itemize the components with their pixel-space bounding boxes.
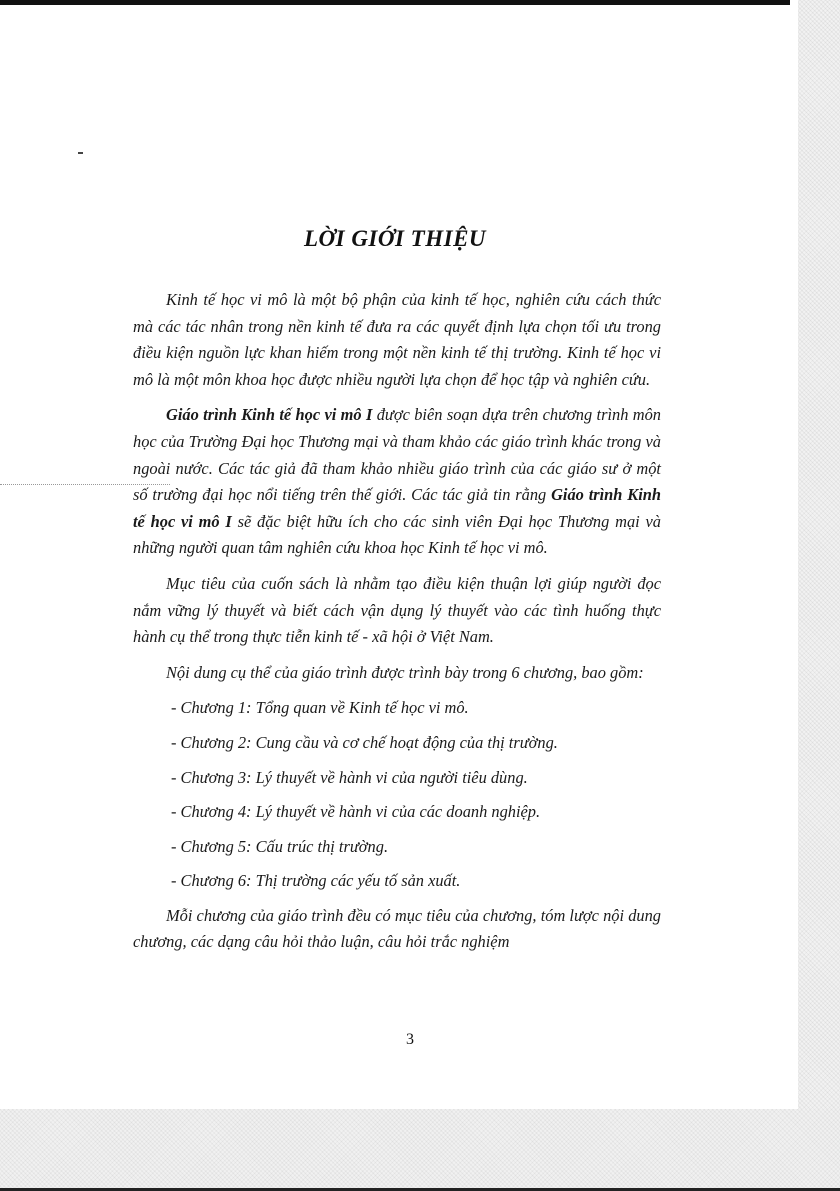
scan-speck xyxy=(78,152,83,154)
chapter-item: - Chương 5: Cấu trúc thị trường. xyxy=(171,836,389,856)
paragraph-structure: Mỗi chương của giáo trình đều có mục tiêu của chương, tóm lược nội dung chương, các dạng câu hỏi thảo luận, câu hỏi trắc nghiệm xyxy=(133,905,661,952)
page-title: LỜI GIỚI THIỆU xyxy=(303,226,487,251)
chapter-item: - Chương 1: Tổng quan về Kinh tế học vi mô. xyxy=(171,698,469,718)
chapter-item: - Chương 6: Thị trường các yếu tố sản xuất. xyxy=(171,871,461,891)
document-body xyxy=(133,287,661,965)
scan-top-border xyxy=(0,0,790,5)
paragraph-intro: Kinh tế học vi mô là một bộ phận của kinh tế học, nghiên cứu cách thức mà các tác nhân trong nền kinh tế đưa ra các quyết định lựa chọn tối ưu trong điều kiện nguồn lực khan hiếm trong một nền kinh tế thị trường. Kinh tế học vi mô là một môn khoa học được nhiều người lựa chọn để học tập và nghiên cứu. xyxy=(133,290,661,389)
page-number: 3 xyxy=(406,1031,414,1048)
paragraph-goal: Mục tiêu của cuốn sách là nhằm tạo điều kiện thuận lợi giúp người đọc nắm vững lý thuyết và biết cách vận dụng lý thuyết vào các tình huống thực hành cụ thể trong thực tiễn kinh tế - xã hội ở Việt Nam. xyxy=(133,573,661,647)
chapter-item: - Chương 2: Cung cầu và cơ chế hoạt động của thị trường. xyxy=(171,732,558,752)
paragraph-content: Nội dung cụ thể của giáo trình được trình bày trong 6 chương, bao gồm: xyxy=(166,662,644,682)
scan-edge-bottom xyxy=(0,1109,840,1191)
textbook-title: Giáo trình Kinh tế học vi mô I xyxy=(133,485,661,531)
chapter-item: - Chương 4: Lý thuyết về hành vi của các doanh nghiệp. xyxy=(171,802,541,822)
scan-edge-right xyxy=(798,0,840,1191)
paragraph-textbook: Giáo trình Kinh tế học vi mô I được biên soạn dựa trên chương trình môn học của Trường Đại học Thương mại và tham khảo các giáo trình khác trong và ngoài nước. Các tác giả đã tham khảo nhiều giáo trình của các giáo sư ở một số trường đại học nổi tiếng trên thế giới. Các tác giả tin rằng Giáo trình Kinh tế học vi mô I sẽ đặc biệt hữu ích cho các sinh viên Đại học Thương mại và những người quan tâm nghiên cứu khoa học Kinh tế học vi mô. xyxy=(133,405,661,558)
chapter-item: - Chương 3: Lý thuyết về hành vi của người tiêu dùng. xyxy=(171,767,528,787)
textbook-title: Giáo trình Kinh tế học vi mô I xyxy=(166,405,373,425)
